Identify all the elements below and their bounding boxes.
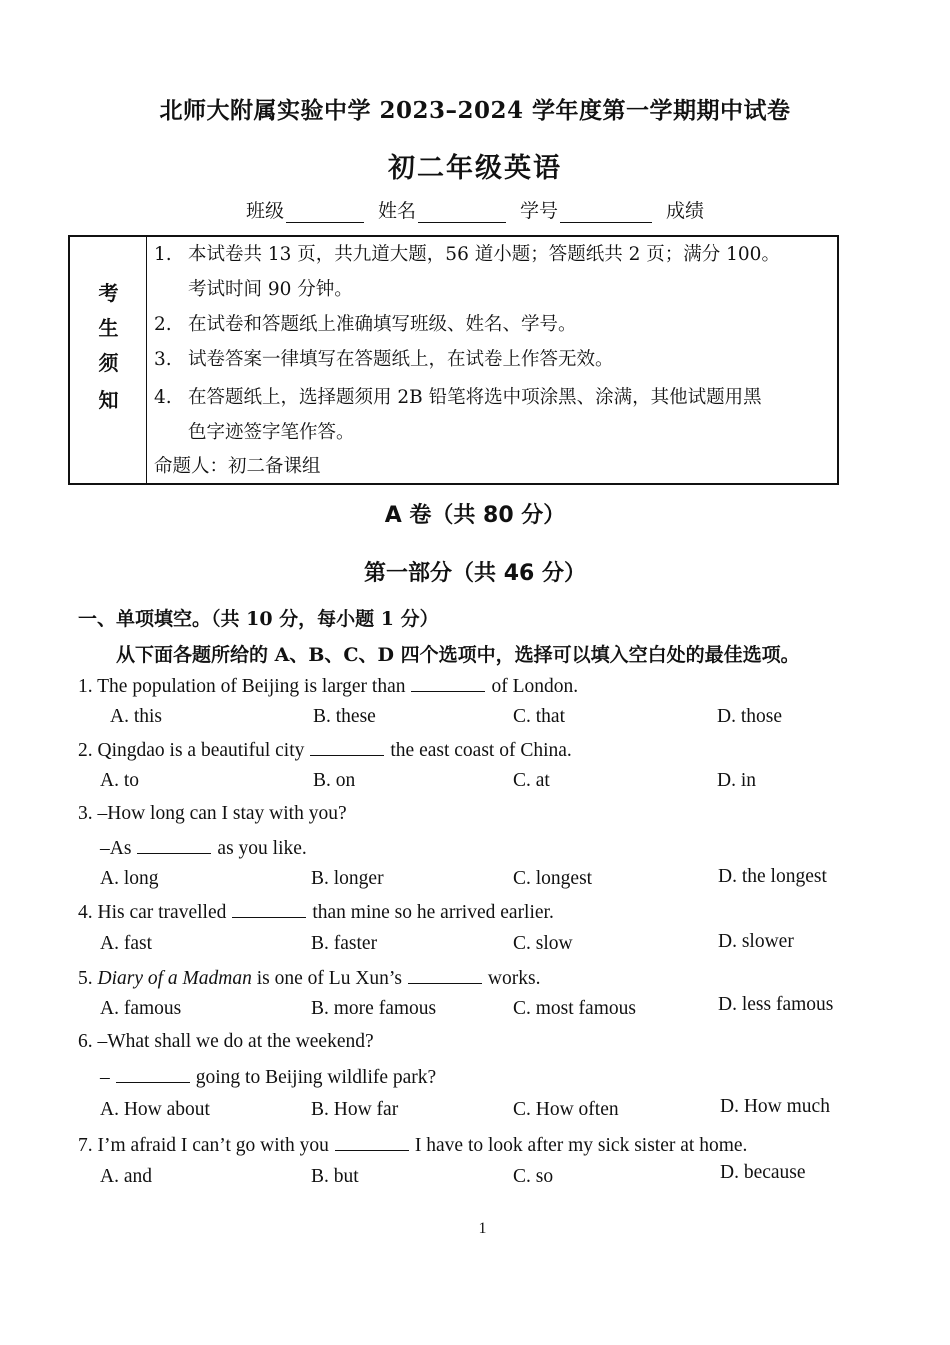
question-3: 3. –How long can I stay with you? <box>78 803 347 824</box>
answer-blank <box>116 1065 190 1083</box>
name-label: 姓名 <box>378 200 417 222</box>
answer-blank <box>137 836 211 854</box>
section-one-heading: 一、单项填空。（共 10 分，每小题 1 分） <box>78 608 439 630</box>
option-a: A. to <box>100 770 139 791</box>
question-4: 4. His car travelled than mine so he arrived earlier. <box>78 902 554 923</box>
option-c: C. longest <box>513 868 593 889</box>
notice-author: 命题人：初二备课组 <box>154 456 321 477</box>
question-6: 6. –What shall we do at the weekend? <box>78 1031 374 1052</box>
answer-blank <box>408 966 482 984</box>
question-5: 5. Diary of a Madman is one of Lu Xun’s works. <box>78 968 541 989</box>
option-d: D. less famous <box>718 994 834 1015</box>
class-label: 班级 <box>246 200 285 222</box>
notice-char: 须 <box>98 351 119 375</box>
option-b: B. on <box>313 770 356 791</box>
option-b: B. faster <box>311 933 378 954</box>
section-a-title: A 卷（共 80 分） <box>384 503 566 528</box>
option-a: A. fast <box>100 933 152 954</box>
name-blank[interactable] <box>418 204 506 223</box>
option-d: D. because <box>720 1162 806 1183</box>
answer-blank <box>232 900 306 918</box>
student-info-line <box>246 196 766 223</box>
question-1: 1. The population of Beijing is larger than of London. <box>78 676 579 697</box>
question-6-reply: – going to Beijing wildlife park? <box>100 1067 437 1088</box>
answer-blank <box>310 738 384 756</box>
notice-char: 考 <box>98 281 119 305</box>
option-d: D. slower <box>718 931 794 952</box>
notice-rule-2: 2. 在试卷和答题纸上准确填写班级、姓名、学号。 <box>154 314 577 335</box>
option-a: A. How about <box>100 1099 210 1120</box>
option-b: B. How far <box>311 1099 399 1120</box>
option-c: C. most famous <box>513 998 636 1019</box>
notice-rule-3: 3. 试卷答案一律填写在答题纸上，在试卷上作答无效。 <box>154 349 614 370</box>
option-a: A. long <box>100 868 159 889</box>
option-c: C. at <box>513 770 550 791</box>
option-c: C. that <box>513 706 565 727</box>
notice-side-label <box>70 237 147 483</box>
option-a: A. famous <box>100 998 182 1019</box>
option-d: D. How much <box>720 1096 830 1117</box>
answer-blank <box>411 674 485 692</box>
question-2: 2. Qingdao is a beautiful city the east coast of China. <box>78 740 572 761</box>
score-label: 成绩 <box>666 200 705 222</box>
option-b: B. but <box>311 1166 359 1187</box>
option-d: D. those <box>717 706 782 727</box>
option-d: D. in <box>717 770 756 791</box>
class-blank[interactable] <box>286 204 364 223</box>
exam-notice-box <box>68 235 839 485</box>
notice-rule-1: 1. 本试卷共 13 页，共九道大题，56 道小题；答题纸共 2 页；满分 100。 考试时间 90 分钟。 <box>154 244 780 300</box>
notice-rule-4: 4. 在答题纸上，选择题须用 2B 铅笔将选中项涂黑、涂满，其他试题用黑 色字迹签字笔作答。 <box>154 387 762 443</box>
section-one-instruction: 从下面各题所给的 A、B、C、D 四个选项中，选择可以填入空白处的最佳选项。 <box>116 644 800 666</box>
option-a: A. this <box>110 706 163 727</box>
school-title: 北师大附属实验中学 2023–2024 学年度第一学期期中试卷 <box>159 97 791 124</box>
notice-char: 知 <box>98 388 119 412</box>
option-b: B. these <box>313 706 376 727</box>
student-id-label: 学号 <box>520 200 559 222</box>
subject-title: 初二年级英语 <box>388 153 562 184</box>
answer-blank <box>335 1133 409 1151</box>
option-a: A. and <box>100 1166 152 1187</box>
part-one-title: 第一部分（共 46 分） <box>364 561 586 586</box>
question-3-reply: –As as you like. <box>100 838 307 859</box>
question-7: 7. I’m afraid I can’t go with you I have to look after my sick sister at home. <box>78 1135 748 1156</box>
student-id-blank[interactable] <box>560 204 652 223</box>
option-b: B. more famous <box>311 998 437 1019</box>
option-d: D. the longest <box>718 866 827 887</box>
option-c: C. How often <box>513 1099 619 1120</box>
option-c: C. slow <box>513 933 573 954</box>
notice-char: 生 <box>98 316 119 340</box>
option-b: B. longer <box>311 868 384 889</box>
option-c: C. so <box>513 1166 554 1187</box>
page-number: 1 <box>478 1220 487 1237</box>
